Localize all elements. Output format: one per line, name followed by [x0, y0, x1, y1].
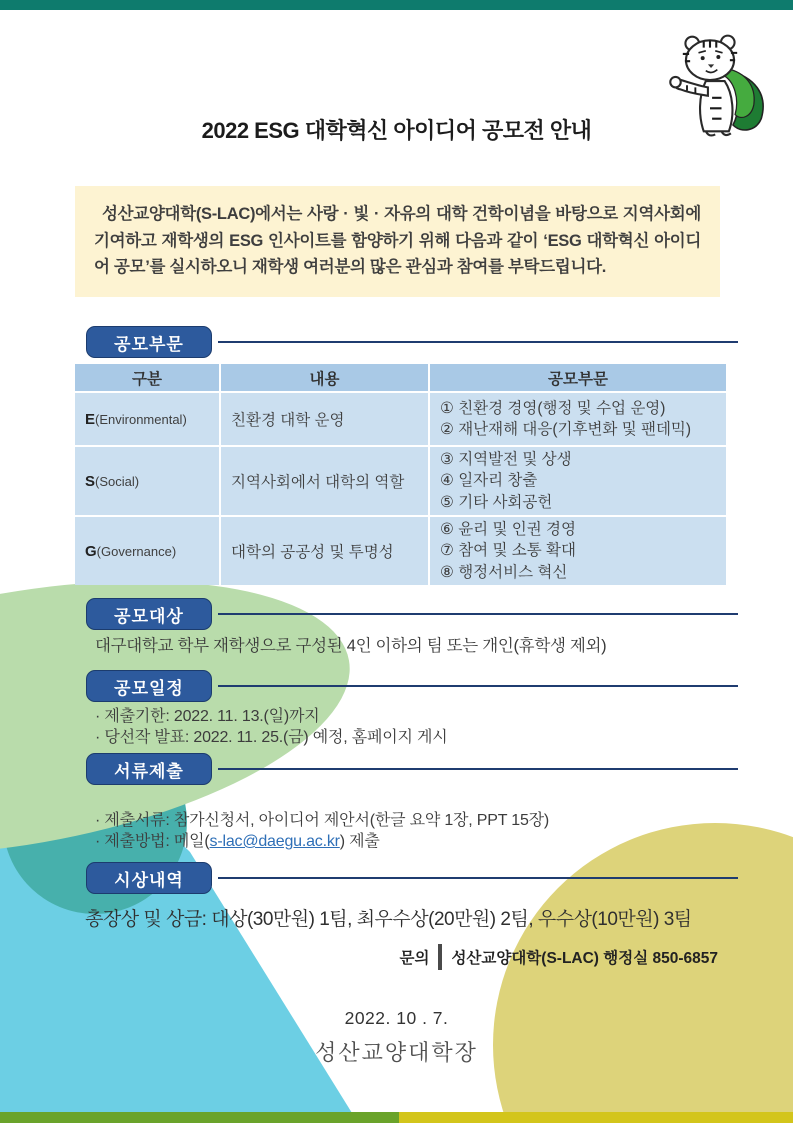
- category-paren: (Social): [95, 473, 140, 489]
- table-item: ⑧ 행정서비스 혁신: [440, 563, 568, 581]
- table-item: ⑤ 기타 사회공헌: [440, 493, 553, 511]
- contact-divider: [438, 944, 442, 970]
- documents-item-required: · 제출서류: 참가신청서, 아이디어 제안서(한글 요약 1장, PPT 15장): [95, 812, 550, 829]
- table-header-fields: 공모부문: [430, 364, 726, 391]
- table-cell-content: 대학의 공공성 및 투명성: [221, 517, 428, 585]
- footer-bar-green: [0, 1112, 399, 1123]
- category-letter: S: [85, 472, 96, 490]
- table-header-content: 내용: [221, 364, 428, 391]
- top-accent-bar: [0, 0, 793, 10]
- table-item: ⑦ 참여 및 소통 확대: [440, 542, 576, 560]
- section-rule: [218, 613, 738, 615]
- signature: 성산교양대학장: [315, 1040, 478, 1065]
- section-rule: [218, 685, 738, 687]
- section-fields-header: [86, 326, 738, 358]
- category-paren: (Governance): [96, 543, 177, 559]
- footer-bar-yellow: [399, 1112, 793, 1123]
- category-letter: E: [85, 410, 96, 428]
- table-cell-content: 친환경 대학 운영: [221, 393, 428, 445]
- section-documents-header: [86, 753, 738, 785]
- page-title: 2022 ESG 대학혁신 아이디어 공모전 안내: [201, 118, 592, 143]
- section-rule: [218, 341, 738, 343]
- table-item: ① 친환경 경영(행정 및 수업 운영): [440, 399, 666, 417]
- table-cell-category: [75, 393, 219, 445]
- section-badge-schedule: 공모일정: [86, 670, 212, 702]
- contact-label: 문의: [399, 950, 430, 967]
- section-rule: [218, 768, 738, 770]
- table-cell-items: [430, 517, 726, 585]
- documents-item-method: [95, 831, 549, 852]
- prize-text: 총장상 및 상금: 대상(30만원) 1팀, 최우수상(20만원) 2팀, 우수상(10만원) 3팀: [85, 909, 692, 930]
- table-item: ③ 지역발전 및 상생: [440, 450, 572, 468]
- issue-date: 2022. 10 . 7.: [344, 1008, 449, 1028]
- method-suffix: ) 제출: [339, 833, 380, 850]
- table-item: ⑥ 윤리 및 인권 경영: [440, 520, 576, 538]
- esg-category-table: [75, 364, 722, 585]
- section-rule: [218, 877, 738, 879]
- contact-row: [0, 944, 718, 970]
- schedule-list: [95, 706, 448, 748]
- table-cell-content: 지역사회에서 대학의 역할: [221, 447, 428, 515]
- table-cell-items: [430, 393, 726, 445]
- email-link[interactable]: s-lac@daegu.ac.kr: [209, 833, 340, 850]
- table-cell-items: [430, 447, 726, 515]
- documents-list: [95, 810, 549, 852]
- table-item: ② 재난재해 대응(기후변화 및 팬데믹): [440, 421, 692, 438]
- table-cell-category: [75, 447, 219, 515]
- category-paren: (Environmental): [95, 411, 187, 427]
- method-prefix: · 제출방법: 메일(: [95, 833, 210, 850]
- table-item: ④ 일자리 창출: [440, 472, 538, 490]
- schedule-item-deadline: · 제출기한: 2022. 11. 13.(일)까지: [95, 708, 320, 725]
- section-badge-documents: 서류제출: [86, 753, 212, 785]
- section-badge-awards: 시상내역: [86, 862, 212, 894]
- section-schedule-header: [86, 670, 738, 702]
- table-cell-category: [75, 517, 219, 585]
- section-target-header: [86, 598, 738, 630]
- section-badge-target: 공모대상: [86, 598, 212, 630]
- intro-box: [75, 186, 720, 297]
- section-badge-fields: 공모부문: [86, 326, 212, 358]
- intro-text: 성산교양대학(S-LAC)에서는 사랑 · 빛 · 자유의 대학 건학이념을 바탕으로 지역사회에 기여하고 재학생의 ESG 인사이트를 함양하기 위해 다음과 같이 ‘ESG 대학혁신 아이디어 공모’를 실시하오니 재학생 여러분의 많은 관심과 참여를 부탁드립니다.: [94, 205, 701, 277]
- contact-info: 성산교양대학(S-LAC) 행정실 850-6857: [451, 950, 718, 967]
- section-awards-header: [86, 862, 738, 894]
- table-header-category: 구분: [75, 364, 219, 391]
- target-text: 대구대학교 학부 재학생으로 구성된 4인 이하의 팀 또는 개인(휴학생 제외): [95, 637, 607, 655]
- category-letter: G: [85, 542, 97, 560]
- schedule-item-announcement: · 당선작 발표: 2022. 11. 25.(금) 예정, 홈페이지 게시: [95, 729, 448, 746]
